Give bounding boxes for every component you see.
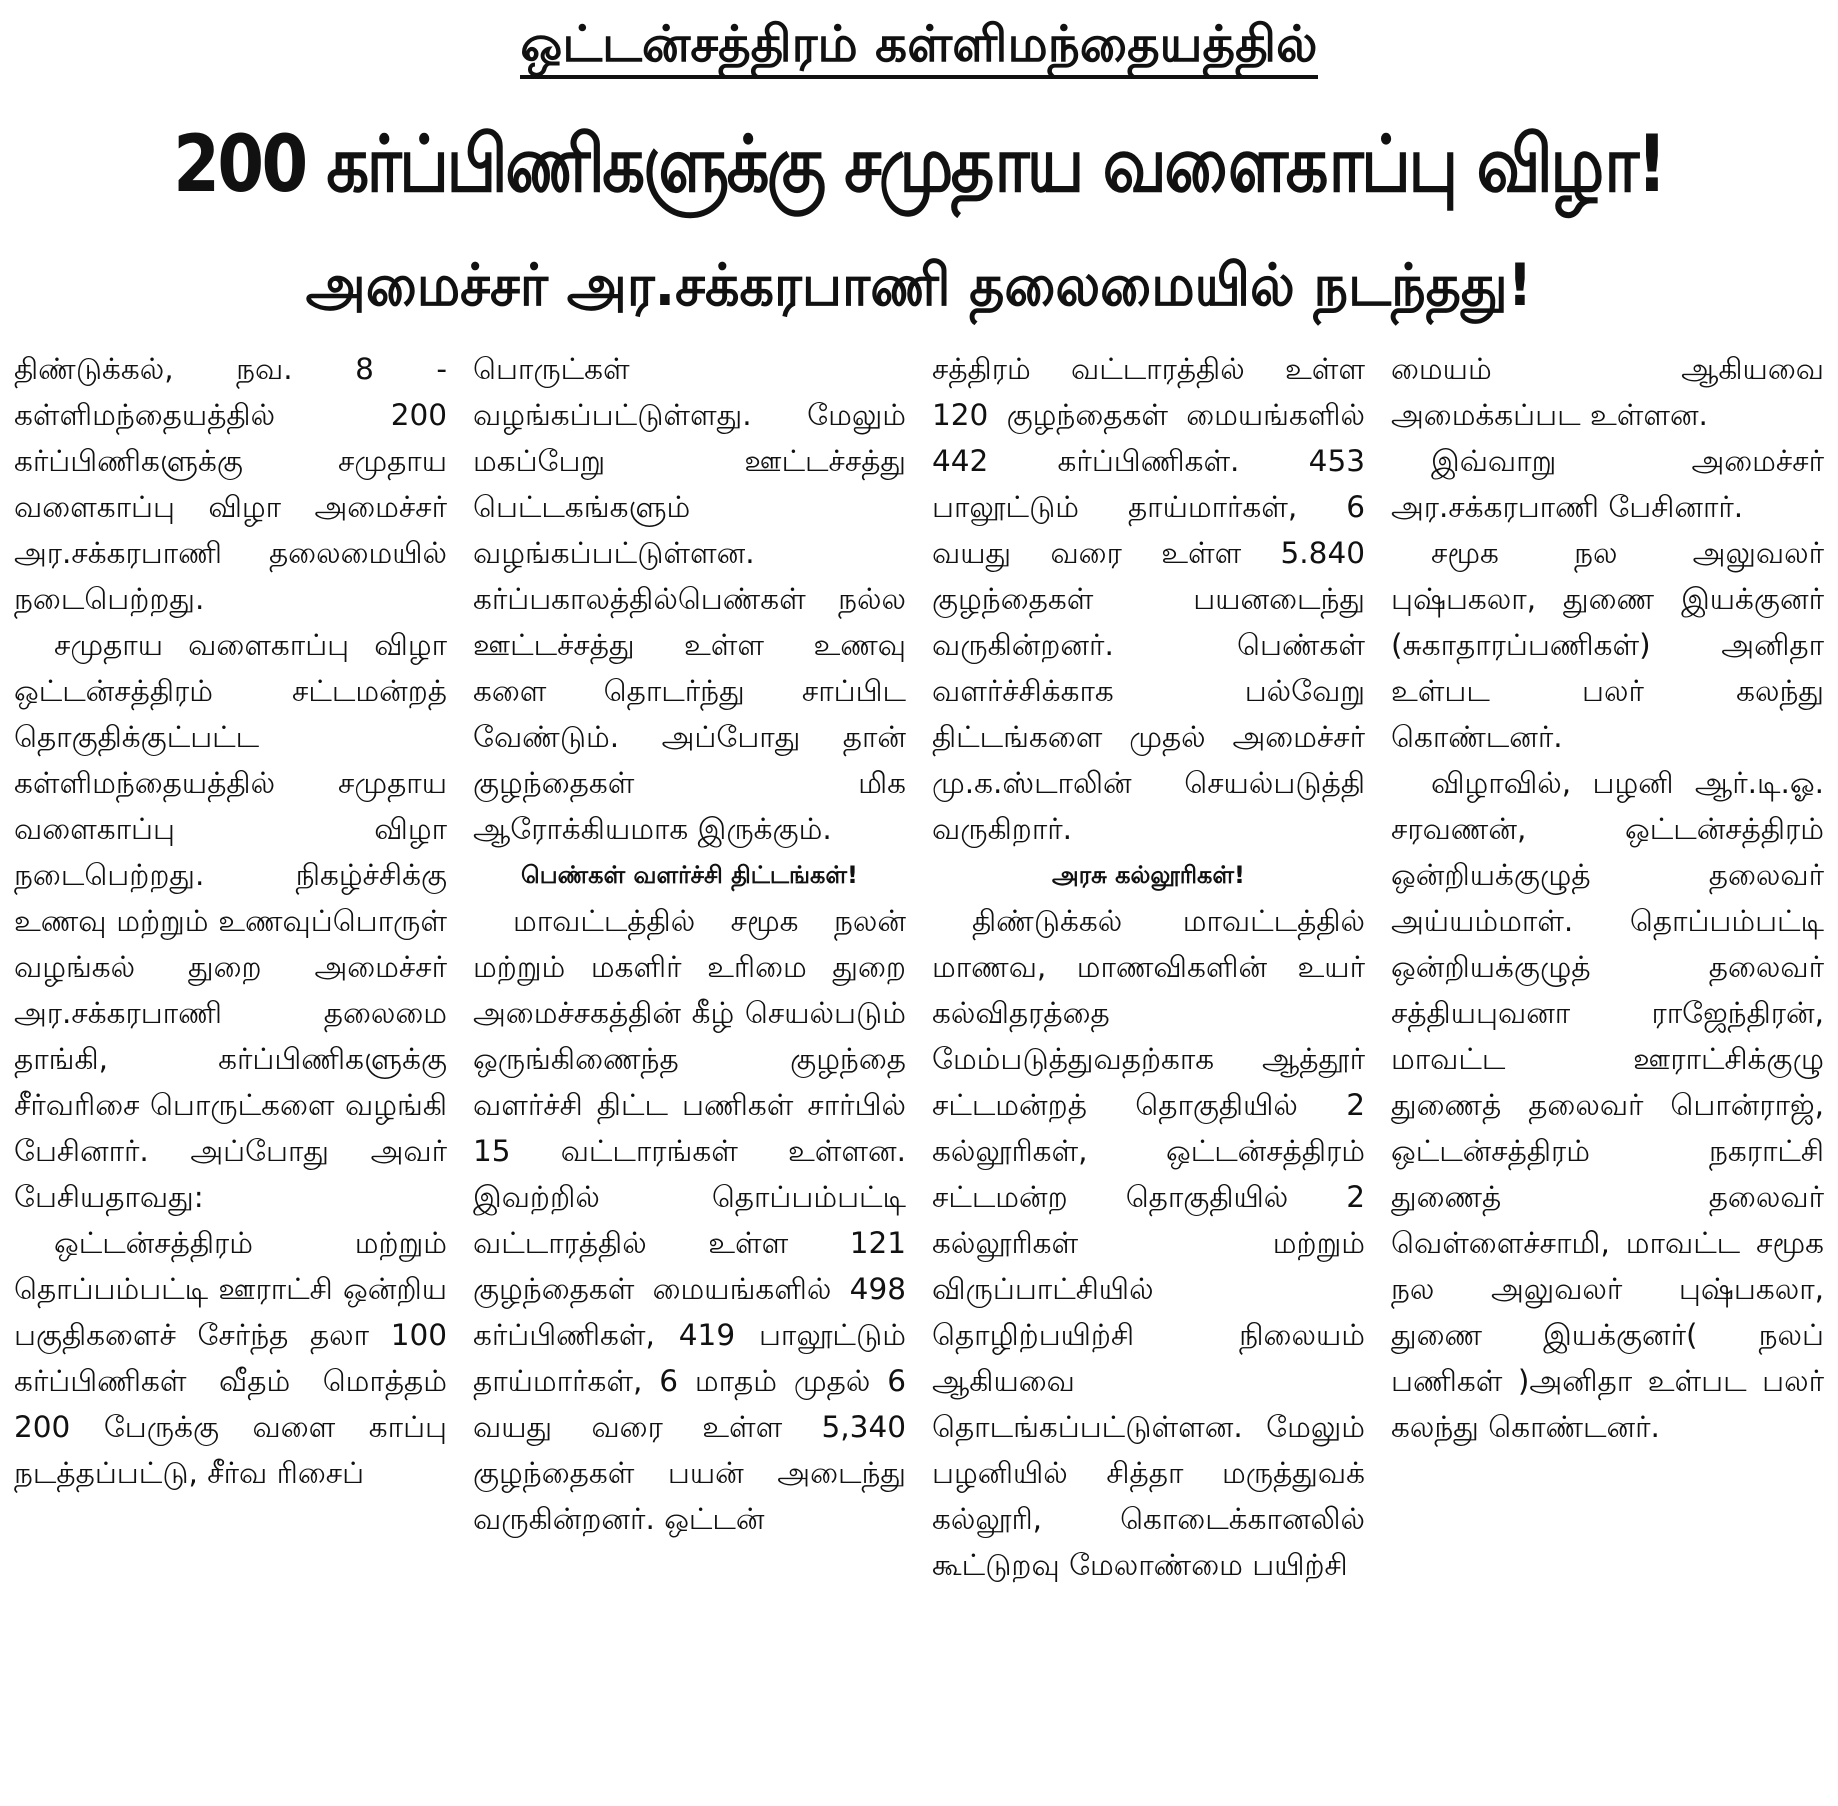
article-paragraph: மையம் ஆகியவை அமைக்கப்பட உள்ளன. [1391,352,1824,432]
article-column-3 [932,346,1365,1746]
article-paragraph: திண்டுக்கல், நவ. 8 - கள்ளிமந்தையத்தில் 200 கர்ப்பிணிகளுக்கு சமுதாய வளைகாப்பு விழா அமைச்சர் அர.சக்கரபாணி தலைமையில் நடைபெற்றது. [14,352,447,616]
article-paragraph: சமூக நல அலுவலர் புஷ்பகலா, துணை இயக்குனர் (சுகாதாரப்பணிகள்) அனிதா உள்பட பலர் கலந்து கொண்டனர். [1391,536,1824,754]
article-paragraph: சமுதாய வளைகாப்பு விழா ஒட்டன்சத்திரம் சட்டமன்றத் தொகுதிக்குட்பட்ட கள்ளிமந்தையத்தில் சமுதாய வளைகாப்பு விழா நடைபெற்றது. நிகழ்ச்சிக்கு உணவு மற்றும் உணவுப்பொருள் வழங்கல் துறை அமைச்சர் அர.சக்கரபாணி தலைமை தாங்கி, கர்ப்பிணிகளுக்கு சீர்வரிசை பொருட்களை வழங்கி பேசினார். அப்போது அவர் பேசியதாவது: [14,628,447,1214]
article-paragraph: திண்டுக்கல் மாவட்டத்தில் மாணவ, மாணவிகளின் உயர் கல்விதரத்தை மேம்படுத்துவதற்காக ஆத்தூர் சட்டமன்றத் தொகுதியில் 2 கல்லூரிகள், ஒட்டன்சத்திரம் சட்டமன்ற தொகுதியில் 2 கல்லூரிகள் மற்றும் விருப்பாட்சியில் தொழிற்பயிற்சி நிலையம் ஆகியவை தொடங்கப்பட்டுள்ளன. மேலும் பழனியில் சித்தா மருத்துவக் கல்லூரி, கொடைக்கானலில் கூட்டுறவு மேலாண்மை பயிற்சி [932,904,1365,1582]
kicker-headline: ஒட்டன்சத்திரம் கள்ளிமந்தையத்தில் [14,0,1824,90]
article-column-4 [1391,346,1824,1746]
section-subheading: அரசு கல்லூரிகள்! [1052,861,1245,889]
article-column-1 [14,346,447,1746]
article-paragraph: பொருட்கள் வழங்கப்பட்டுள்ளது. மேலும் மகப்பேறு ஊட்டச்சத்து பெட்டகங்களும் வழங்கப்பட்டுள்ளன. கர்ப்பகாலத்தில்பெண்கள் நல்ல ஊட்டச்சத்து உள்ள உணவு களை தொடர்ந்து சாப்பிட வேண்டும். அப்போது தான் குழந்தைகள் மிக ஆரோக்கியமாக இருக்கும். [473,352,906,846]
article-paragraph: ஒட்டன்சத்திரம் மற்றும் தொப்பம்பட்டி ஊராட்சி ஒன்றிய பகுதிகளைச் சேர்ந்த தலா 100 கர்ப்பிணிகள் வீதம் மொத்தம் 200 பேருக்கு வளை காப்பு நடத்தப்பட்டு, சீர்வ ரிசைப் [14,1226,447,1490]
article-body [14,346,1824,1746]
main-headline: 200 கர்ப்பிணிகளுக்கு சமுதாய வளைகாப்பு விழா! [173,120,1665,210]
article-paragraph: விழாவில், பழனி ஆர்.டி.ஓ. சரவணன், ஒட்டன்சத்திரம் ஒன்றியக்குழுத் தலைவர் அய்யம்மாள். தொப்பம்பட்டி ஒன்றியக்குழுத் தலைவர் சத்தியபுவனா ராஜேந்திரன், மாவட்ட ஊராட்சிக்குழு துணைத் தலைவர் பொன்ராஜ், ஒட்டன்சத்திரம் நகராட்சி துணைத் தலைவர் வெள்ளைச்சாமி, மாவட்ட சமூக நல அலுவலர் புஷ்பகலா, துணை இயக்குனர்( நலப் பணிகள் )அனிதா உள்பட பலர் கலந்து கொண்டனர். [1391,766,1824,1444]
sub-headline: அமைச்சர் அர.சக்கரபாணி தலைமையில் நடந்தது! [305,251,1533,319]
article-paragraph: சத்திரம் வட்டாரத்தில் உள்ள 120 குழந்தைகள் மையங்களில் 442 கர்ப்பிணிகள். 453 பாலூட்டும் தாய்மார்கள், 6 வயது வரை உள்ள 5.840 குழந்தைகள் பயனடைந்து வருகின்றனர். பெண்கள் வளர்ச்சிக்காக பல்வேறு திட்டங்களை முதல் அமைச்சர் மு.க.ஸ்டாலின் செயல்படுத்தி வருகிறார். [932,352,1365,846]
article-column-2 [473,346,906,1746]
article-paragraph: மாவட்டத்தில் சமூக நலன் மற்றும் மகளிர் உரிமை துறை அமைச்சகத்தின் கீழ் செயல்படும் ஒருங்கிணைந்த குழந்தை வளர்ச்சி திட்ட பணிகள் சார்பில் 15 வட்டாரங்கள் உள்ளன. இவற்றில் தொப்பம்பட்டி வட்டாரத்தில் உள்ள 121 குழந்தைகள் மையங்களில் 498 கர்ப்பிணிகள், 419 பாலூட்டும் தாய்மார்கள், 6 மாதம் முதல் 6 வயது வரை உள்ள 5,340 குழந்தைகள் பயன் அடைந்து வருகின்றனர். ஒட்டன் [473,904,906,1536]
article-paragraph: இவ்வாறு அமைச்சர் அர.சக்கரபாணி பேசினார். [1391,444,1824,524]
section-subheading: பெண்கள் வளர்ச்சி திட்டங்கள்! [521,861,858,889]
